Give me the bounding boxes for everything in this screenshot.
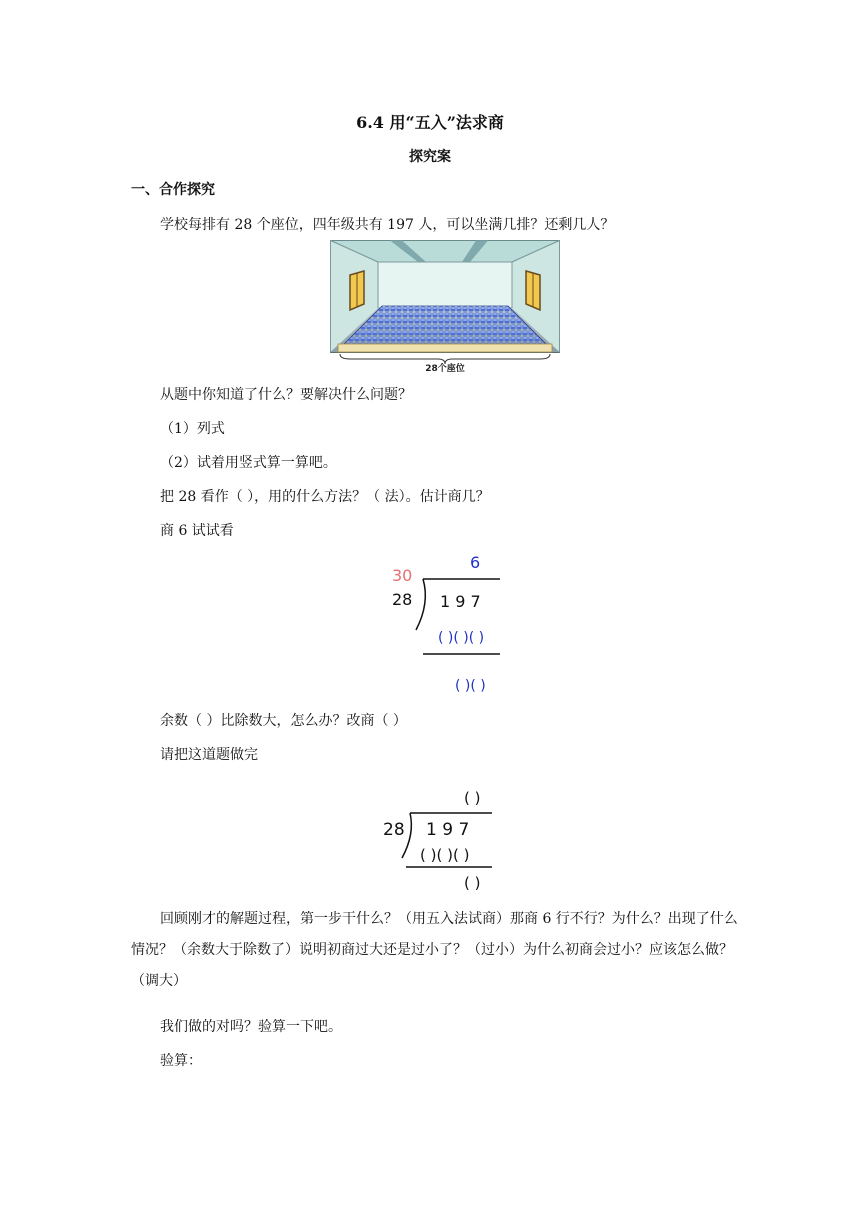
question-known: 从题中你知道了什么？要解决什么问题？: [160, 387, 412, 403]
page-title: 6.4 用“五入”法求商: [356, 113, 504, 132]
remainder-question: 余数（ ）比除数大，怎么办？改商（ ）: [160, 713, 407, 729]
divisor: 28: [392, 590, 413, 609]
remainder-blanks: ( )( ): [455, 678, 486, 694]
long-division-trial: [380, 548, 520, 698]
step-1: （1）列式: [160, 421, 225, 437]
review-paragraph: [131, 904, 741, 997]
check-label: 验算：: [160, 1053, 202, 1069]
page-subtitle: 探究案: [409, 149, 451, 165]
division-bracket: [380, 548, 520, 698]
step-2: （2）试着用竖式算一算吧。: [160, 455, 337, 471]
finish-instruction: 请把这道题做完: [160, 747, 258, 763]
final-remainder-blank: ( ): [464, 874, 481, 892]
division-bracket-final: [380, 786, 510, 898]
review-text: 回顾刚才的解题过程，第一步干什么？（用五入法试商）那商 6 行不行？为什么？出现了什么情况？（余数大于除数了）说明初商过大还是过小了？（过小）为什么初商会过小？应该怎么做？（调大）: [131, 911, 738, 989]
try-six: 商 6 试试看: [160, 523, 234, 539]
final-divisor: 28: [383, 820, 405, 840]
dividend: 1 9 7: [440, 592, 481, 611]
estimate-question: 把 28 看作（ ），用的什么方法？（ 法）。估计商几？: [160, 489, 490, 505]
product-blanks: ( )( )( ): [438, 630, 485, 646]
problem-text: 学校每排有 28 个座位，四年级共有 197 人，可以坐满几排？还剩几人？: [160, 217, 615, 233]
final-dividend: 1 9 7: [426, 820, 470, 840]
trial-quotient: 6: [470, 553, 481, 572]
rounded-divisor: 30: [392, 566, 413, 585]
section-heading: 一、合作探究: [131, 182, 215, 198]
check-question: 我们做的对吗？验算一下吧。: [160, 1019, 342, 1035]
auditorium-image: [330, 240, 560, 374]
long-division-final: [380, 786, 510, 898]
image-caption: 28个座位: [425, 364, 465, 374]
auditorium-illustration: [330, 240, 560, 374]
final-product-blanks: ( )( )( ): [420, 846, 470, 864]
final-quotient-blank: ( ): [464, 789, 481, 807]
